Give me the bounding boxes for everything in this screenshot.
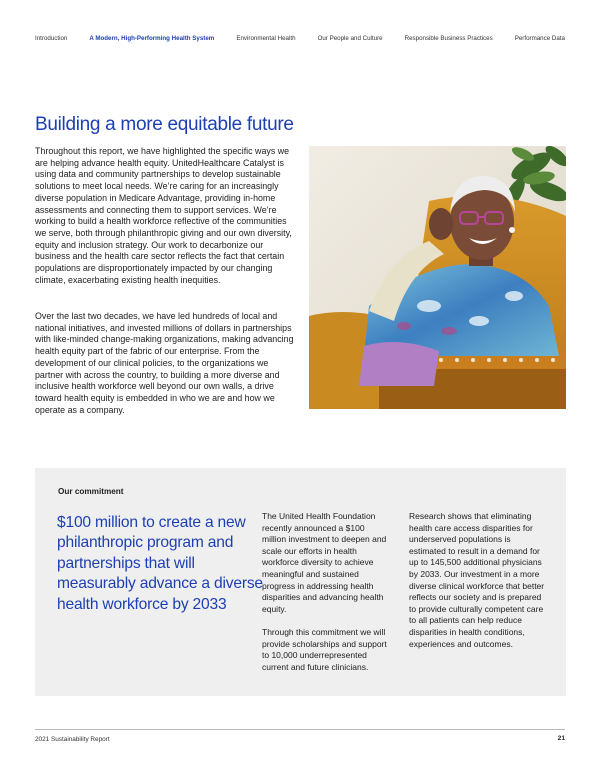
footer-divider bbox=[35, 729, 565, 730]
foundation-investment-text: The United Health Foundation recently announced a $100 million investment to deepen and scale our efforts in health workforce diversity to achieve meaningful and sustained progress in addressing health disparities and advancing health equity. bbox=[262, 511, 387, 614]
smiling-woman-photo bbox=[309, 146, 566, 409]
footer-report-name: 2021 Sustainability Report bbox=[35, 736, 110, 743]
page-title: Building a more equitable future bbox=[35, 114, 294, 135]
nav-introduction[interactable]: Introduction bbox=[35, 35, 68, 42]
initiatives-paragraph: Over the last two decades, we have led hundreds of local and national initiatives, and invested millions of dollars in partnerships with like-minded change-making organizations, making advancing health equity part of the fabric of our enterprise. From the development of our clinical policies, to the organizations we partner with across the country, to building a more diverse and inclusive health workforce well beyond our own walls, a drive toward health equity is embedded in who we are and how we operate as a company. bbox=[35, 311, 294, 415]
commitment-column-1 bbox=[262, 511, 388, 673]
nav-responsible-business[interactable]: Responsible Business Practices bbox=[404, 35, 493, 42]
nav-people-culture[interactable]: Our People and Culture bbox=[317, 35, 383, 42]
research-text: Research shows that eliminating health care access disparities for underserved populations is estimated to result in a demand for up to 145,500 additional physicians by 2033. Our investment in a more diverse clinical workforce that better reflects our society and is prepared to provide culturally competent care to all patients can help reduce disparities in health conditions, experiences and outcomes. bbox=[409, 511, 545, 649]
nav-performance-data[interactable]: Performance Data bbox=[514, 35, 565, 42]
commitment-headline: $100 million to create a new philanthropic program and partnerships that will measurably advance a diverse health workforce by 2033 bbox=[57, 514, 263, 613]
nav-environmental-health[interactable]: Environmental Health bbox=[236, 35, 296, 42]
scholarships-text: Through this commitment we will provide scholarships and support to 10,000 underrepresented current and future clinicians. bbox=[262, 626, 387, 672]
intro-paragraph: Throughout this report, we have highlighted the specific ways we are helping advance health equity. UnitedHealthcare Catalyst is using data and community partnerships to develop sustainable solutions to meet local needs. We’re caring for an increasingly diverse population in Medicare Advantage, providing in-home assessments and connecting them to support services. We’re working to build a health workforce reflective of the communities we serve, both through philanthropic giving and our own diversity, equity and inclusion strategy. Our work to decarbonize our business and the health care sector reflects the fact that certain populations are disproportionately impacted by our changing climate, exacerbating existing health inequities. bbox=[35, 146, 292, 285]
commitment-label: Our commitment bbox=[58, 487, 124, 496]
page-number: 21 bbox=[557, 735, 565, 742]
commitment-column-2 bbox=[409, 511, 549, 650]
commitment-panel bbox=[35, 468, 566, 696]
nav-modern-health-system[interactable]: A Modern, High-Performing Health System bbox=[89, 35, 215, 42]
top-navigation bbox=[35, 35, 565, 45]
